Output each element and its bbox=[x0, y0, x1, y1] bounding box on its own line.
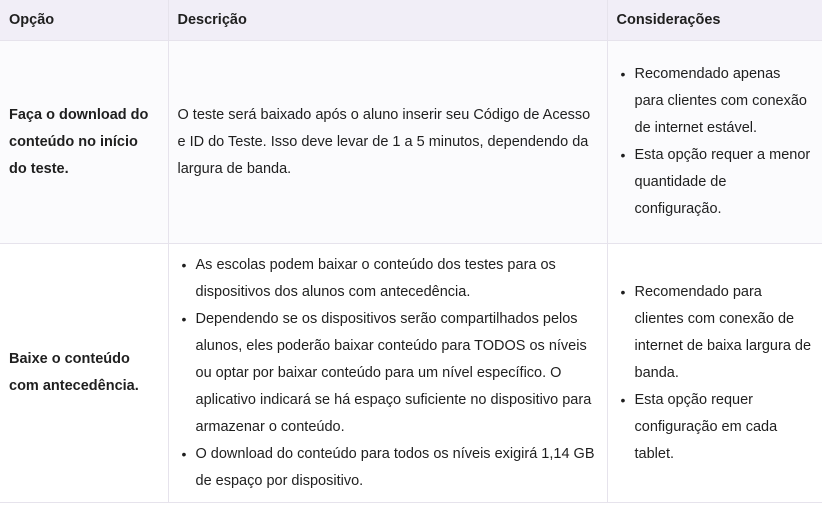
list-item: • O download do conteúdo para todos os níveis exigirá 1,14 GB de espaço por dispositivo. bbox=[196, 441, 598, 495]
considerations-list bbox=[617, 279, 814, 468]
considerations-list bbox=[617, 61, 814, 223]
description-list bbox=[178, 252, 598, 495]
list-item: • Esta opção requer configuração em cada tablet. bbox=[635, 387, 814, 468]
list-item: • Recomendado para clientes com conexão de internet de baixa largura de banda. bbox=[635, 279, 814, 387]
list-item: • As escolas podem baixar o conteúdo dos testes para os dispositivos dos alunos com antecedência. bbox=[196, 252, 598, 306]
header-row bbox=[0, 0, 822, 41]
option-cell: Faça o download do conteúdo no início do teste. bbox=[0, 41, 168, 244]
list-item: • Esta opção requer a menor quantidade de configuração. bbox=[635, 142, 814, 223]
header-option: Opção bbox=[0, 0, 168, 41]
header-description: Descrição bbox=[168, 0, 607, 41]
list-item: • Recomendado apenas para clientes com conexão de internet estável. bbox=[635, 61, 814, 142]
description-cell: O teste será baixado após o aluno inserir seu Código de Acesso e ID do Teste. Isso deve levar de 1 a 5 minutos, dependendo da largura de banda. bbox=[168, 41, 607, 244]
list-item: • Dependendo se os dispositivos serão compartilhados pelos alunos, eles poderão baixar conteúdo para TODOS os níveis ou optar por baixar conteúdo para um nível específico. O aplicativo indicará se há espaço suficiente no dispositivo para armazenar o conteúdo. bbox=[196, 306, 598, 441]
header-considerations: Considerações bbox=[607, 0, 822, 41]
considerations-cell bbox=[607, 41, 822, 244]
description-cell bbox=[168, 244, 607, 503]
table-row bbox=[0, 41, 822, 244]
option-cell: Baixe o conteúdo com antecedência. bbox=[0, 244, 168, 503]
considerations-cell bbox=[607, 244, 822, 503]
table-row bbox=[0, 244, 822, 503]
